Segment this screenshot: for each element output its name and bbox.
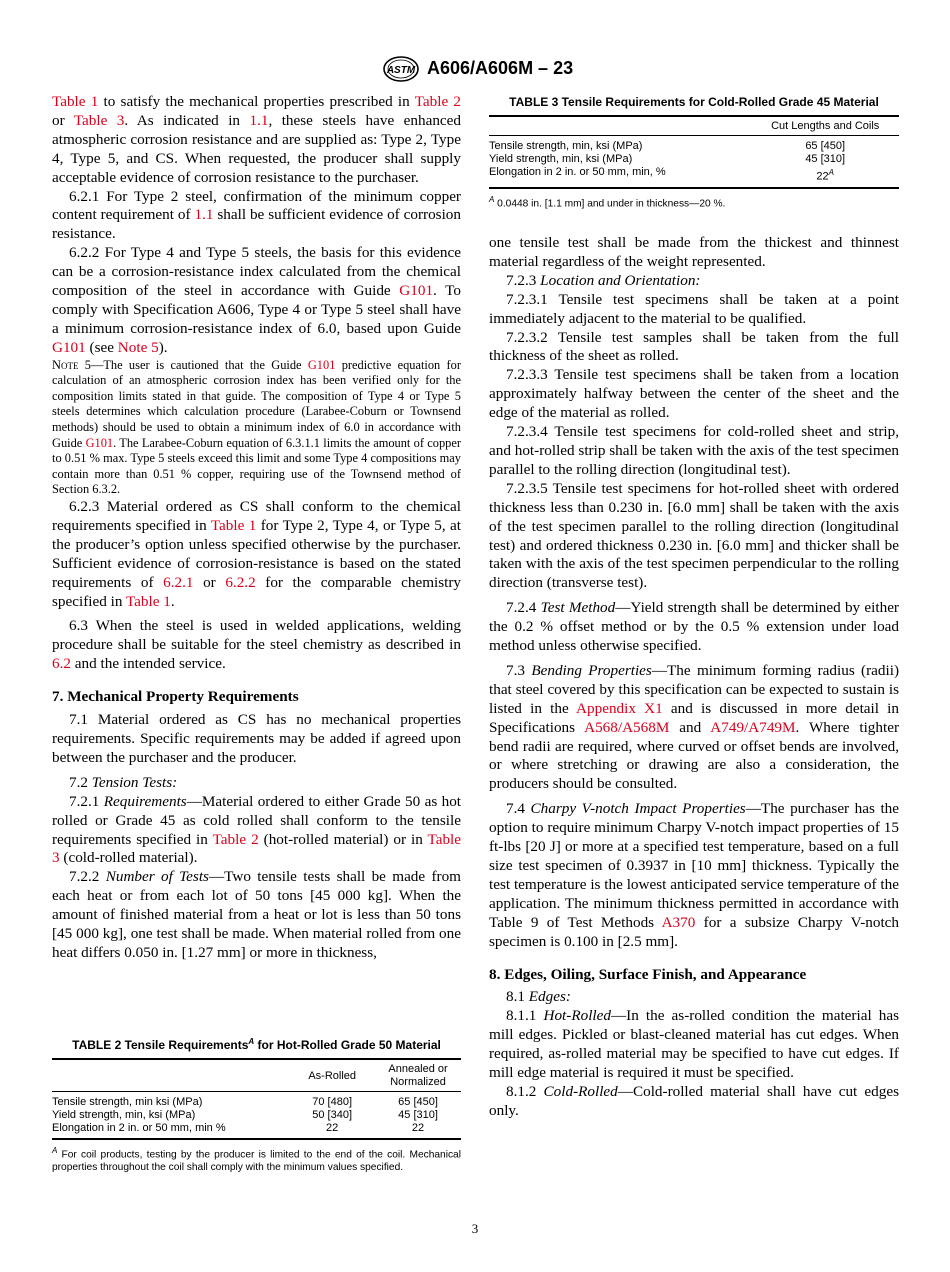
- section-heading-7: 7. Mechanical Property Requirements: [52, 688, 299, 706]
- table-cell: Yield strength, min, ksi (MPa): [52, 1109, 196, 1121]
- table-column-header: Cut Lengths and Coils: [771, 120, 880, 132]
- table-cell: 45 [310]: [805, 153, 846, 165]
- table-row: [52, 1096, 461, 1109]
- link-guide-g101[interactable]: G101: [399, 282, 434, 300]
- link-spec-a749[interactable]: A749/A749M: [710, 718, 796, 736]
- table-cell: Tensile strength, min, ksi (MPa): [489, 140, 643, 152]
- paragraph-7-2-3-1: 7.2.3.1 Tensile test specimens shall be taken at a point immediately adjacent to the material to be qualified.: [489, 290, 899, 327]
- document-designation: A606/A606M – 23: [427, 58, 574, 78]
- link-spec-a568[interactable]: A568/A568M: [584, 718, 670, 736]
- paragraph-7-2-1: 7.2.1 Requirements—Material ordered to either Grade 50 as hot rolled or Grade 45 as cold rolled shall conform to the tensile requirements specified in Table 2 (hot-rolled material) or in Table 3 (cold-rolled material).: [52, 792, 462, 867]
- link-table-2[interactable]: Table 2: [212, 830, 259, 848]
- table-3: [489, 96, 899, 210]
- link-note-5[interactable]: Note 5: [117, 338, 159, 356]
- table-2: [52, 1035, 461, 1174]
- paragraph-7-2-3-3: 7.2.3.3 Tensile test specimens shall be taken from a location approximately halfway between the center of the sheet and the edge of the material as rolled.: [489, 366, 899, 422]
- paragraph-7-3: 7.3 Bending Properties—The minimum forming radius (radii) that steel covered by this specification can be expected to sustain is listed in the Appendix X1 and is discussed in more detail in Specifications A568/A568M and A749/A749M. Where tighter bend radii are required, where curved or offset bends are involved, or where stretching or drawing are also a consideration, the producers should be consulted.: [489, 661, 900, 793]
- link-table-1[interactable]: Table 1: [52, 93, 99, 110]
- page-number: 3: [471, 1221, 479, 1236]
- table-3-caption: TABLE 3 Tensile Requirements for Cold-Rolled Grade 45 Material: [509, 95, 879, 109]
- paragraph-7-2: 7.2 Tension Tests:: [69, 773, 178, 791]
- paragraph-7-2-2: 7.2.2 Number of Tests—Two tensile tests shall be made from each heat or from each lot of 50 tons [45 000 kg]. When the amount of finished material from a heat or lot is less than 50 tons [45 000 kg], one test shall be made. When material rolled from one heat differs 0.050 in. [1.27 mm] or more in thickness,: [52, 868, 461, 961]
- link-table-1[interactable]: Table 1: [210, 516, 257, 534]
- note-5: Note 5—The user is cautioned that the Guide G101 predictive equation for calculation of an atmospheric corrosion index has been verified only for the composition limits stated in that guide. The composition of Type 4 or Type 5 steels determines which calculation procedure (Larabee-Coburn or Townsend methods) should be used to obtain a minimum index of 6.0 in accordance with Guide G101. The Larabee-Coburn equation of 6.3.1.1 limits the amount of copper to 0.51 % max. Type 5 steels exceed this limit and some Type 4 compositions may contain more than 0.51 % copper, requiring use of the Townsend method of Section 6.3.2.: [52, 357, 461, 497]
- table-2-caption: TABLE 2 Tensile Requirements$^A$ for Hot-Rolled Grade 50 Material: [72, 1037, 441, 1052]
- paragraph-8-1-1: 8.1.1 Hot-Rolled—In the as-rolled condition the material has mill edges. Pickled or blast-cleaned material has cut edges. When required, as-rolled material may be specified to have cut edges. If mill edge material is required it must be specified.: [489, 1007, 900, 1082]
- link-section-6-2-1[interactable]: 6.2.1: [163, 573, 194, 591]
- paragraph-8-1: 8.1 Edges:: [506, 988, 571, 1006]
- paragraph-7-2-2-cont: one tensile test shall be made from the thickest and thinnest material regardless of the weight represented.: [489, 234, 899, 270]
- paragraph-8-1-2: 8.1.2 Cold-Rolled—Cold-rolled material shall have cut edges only.: [489, 1082, 899, 1119]
- table-row: [489, 140, 899, 153]
- svg-text:ASTM: ASTM: [386, 65, 416, 76]
- paragraph-6-2-1: 6.2.1 For Type 2 steel, confirmation of the minimum copper content requirement of 1.1 shall be sufficient evidence of corrosion resistance.: [52, 187, 461, 243]
- table-rule: [52, 1138, 461, 1140]
- paragraph-7-1: 7.1 Material ordered as CS has no mechanical properties requirements. Specific requirements may be added if agreed upon between the purchaser and the producer.: [52, 711, 461, 766]
- table-header-row: [52, 1060, 461, 1092]
- link-section-6-2-2[interactable]: 6.2.2: [225, 573, 256, 591]
- paragraph-6-2-3: 6.2.3 Material ordered as CS shall conform to the chemical requirements specified in Table 1 for Type 2, Type 4, or Type 5, at the producer’s option unless specified otherwise by the purchaser. Sufficient evidence of corrosion-resistance is based on the stated requirements of 6.2.1 or 6.2.2 for the comparable chemistry specified in Table 1.: [52, 498, 462, 610]
- table-cell: 22: [326, 1122, 339, 1134]
- table-row: [52, 1109, 461, 1122]
- table-row: [52, 1122, 461, 1138]
- link-table-3[interactable]: Table 3: [73, 111, 125, 129]
- table-3-grid: [489, 117, 899, 187]
- table-cell: 45 [310]: [398, 1109, 438, 1121]
- paragraph-7-4: 7.4 Charpy V-notch Impact Properties—The purchaser has the option to require minimum Charpy V-notch impact properties of 15 ft-lbs [20 J] or more at a specified test temperature, based on a full size test specimen of 0.3937 in [10 mm] thickness. Typically the test temperature is the lowest anticipated service temperature of the application. The minimum thickness permitted in accordance with Table 9 of Test Methods A370 for a subsize Charpy V-notch specimen is 0.100 in [2.5 mm].: [489, 800, 900, 950]
- right-column: [489, 234, 899, 1121]
- paragraph-7-2-3: 7.2.3 Location and Orientation:: [506, 271, 701, 289]
- table-rule: [489, 187, 899, 189]
- table-header-row: [489, 117, 899, 136]
- page-header: [0, 56, 950, 86]
- link-section-1-1[interactable]: 1.1: [194, 206, 214, 224]
- table-cell: 65 [450]: [805, 140, 846, 152]
- table-cell: 65 [450]: [398, 1096, 438, 1108]
- link-appendix-x1[interactable]: Appendix X1: [576, 699, 663, 717]
- table-cell: Elongation in 2 in. or 50 mm, min, %: [489, 166, 666, 178]
- paragraph-6-2-cont: Table 1 to satisfy the mechanical properties prescribed in Table 2 or Table 3. As indicated in 1.1, these steels have enhanced atmospheric corrosion resistance and are supplied as: Type 2, Type 4, Type 5, and CS. When requested, the producer shall supply acceptable evidence of corrosion resistance to the purchaser.: [52, 93, 462, 186]
- paragraph-7-2-4: 7.2.4 Test Method—Yield strength shall be determined by either the 0.2 % offset method or by the 0.5 % extension under load method unless otherwise specified.: [489, 599, 899, 655]
- link-guide-g101[interactable]: G101: [307, 357, 336, 372]
- link-section-6-2[interactable]: 6.2: [52, 655, 71, 673]
- left-column: [52, 93, 461, 963]
- table-2-grid: [52, 1060, 461, 1138]
- link-guide-g101[interactable]: G101: [85, 435, 114, 450]
- astm-logo-icon: [381, 56, 421, 82]
- paragraph-7-2-3-5: 7.2.3.5 Tensile test specimens for hot-rolled sheet with ordered thickness less than 0.230 in. [6.0 mm] shall be taken with the axis of the test specimen parallel to the rolling direction (longitudinal test) and ordered thickness 0.230 in. [6.0 mm] and thicker shall be taken with the axis of the test specimen perpendicular to the rolling direction (transverse test).: [489, 479, 899, 592]
- table-column-header: As-Rolled: [308, 1069, 356, 1082]
- table-cell: Tensile strength, min ksi (MPa): [52, 1096, 203, 1108]
- table-cell: $22^A$: [816, 168, 834, 183]
- link-table-1[interactable]: Table 1: [125, 592, 171, 610]
- table-cell: 50 [340]: [312, 1109, 353, 1121]
- table-cell: Yield strength, min, ksi (MPa): [489, 153, 633, 165]
- paragraph-6-2-2: 6.2.2 For Type 4 and Type 5 steels, the basis for this evidence can be a corrosion-resistance index calculated from the chemical composition of the steel in accordance with Guide G101. To comply with Specification A606, Type 4 or Type 5 steel shall have a minimum corrosion-resistance index of 6.0, based upon Guide G101 (see Note 5).: [52, 244, 461, 356]
- paragraph-7-2-3-2: 7.2.3.2 Tensile test samples shall be taken from the full thickness of the sheet as rolled.: [489, 328, 899, 365]
- table-cell: 22: [411, 1122, 425, 1134]
- table-column-header: Annealed or Normalized: [388, 1063, 448, 1088]
- table-row: [489, 153, 899, 166]
- table-3-footnote: $^A$ 0.0448 in. [1.1 mm] and under in thickness—20 %.: [489, 194, 726, 210]
- link-table-3[interactable]: Table 3: [52, 830, 462, 867]
- paragraph-6-3: 6.3 When the steel is used in welded applications, welding procedure shall be suitable for the steel chemistry as described in 6.2 and the intended service.: [52, 617, 461, 673]
- table-2-footnote: $^A$ For coil products, testing by the producer is limited to the end of the coil. Mechanical properties throughout the coil shall comply with the minimum values specified.: [52, 1146, 461, 1174]
- section-heading-8: 8. Edges, Oiling, Surface Finish, and Appearance: [489, 965, 807, 983]
- table-cell: Elongation in 2 in. or 50 mm, min %: [52, 1122, 226, 1134]
- table-row: [489, 166, 899, 187]
- link-table-2[interactable]: Table 2: [414, 93, 462, 110]
- link-section-1-1[interactable]: 1.1: [249, 111, 269, 129]
- link-test-method-a370[interactable]: A370: [661, 913, 696, 931]
- link-guide-g101[interactable]: G101: [52, 338, 86, 356]
- paragraph-7-2-3-4: 7.2.3.4 Tensile test specimens for cold-rolled sheet and strip, and hot-rolled strip shall be taken with the axis of the test specimen parallel to the rolling direction (longitudinal test).: [489, 423, 899, 478]
- table-cell: 70 [480]: [312, 1096, 353, 1108]
